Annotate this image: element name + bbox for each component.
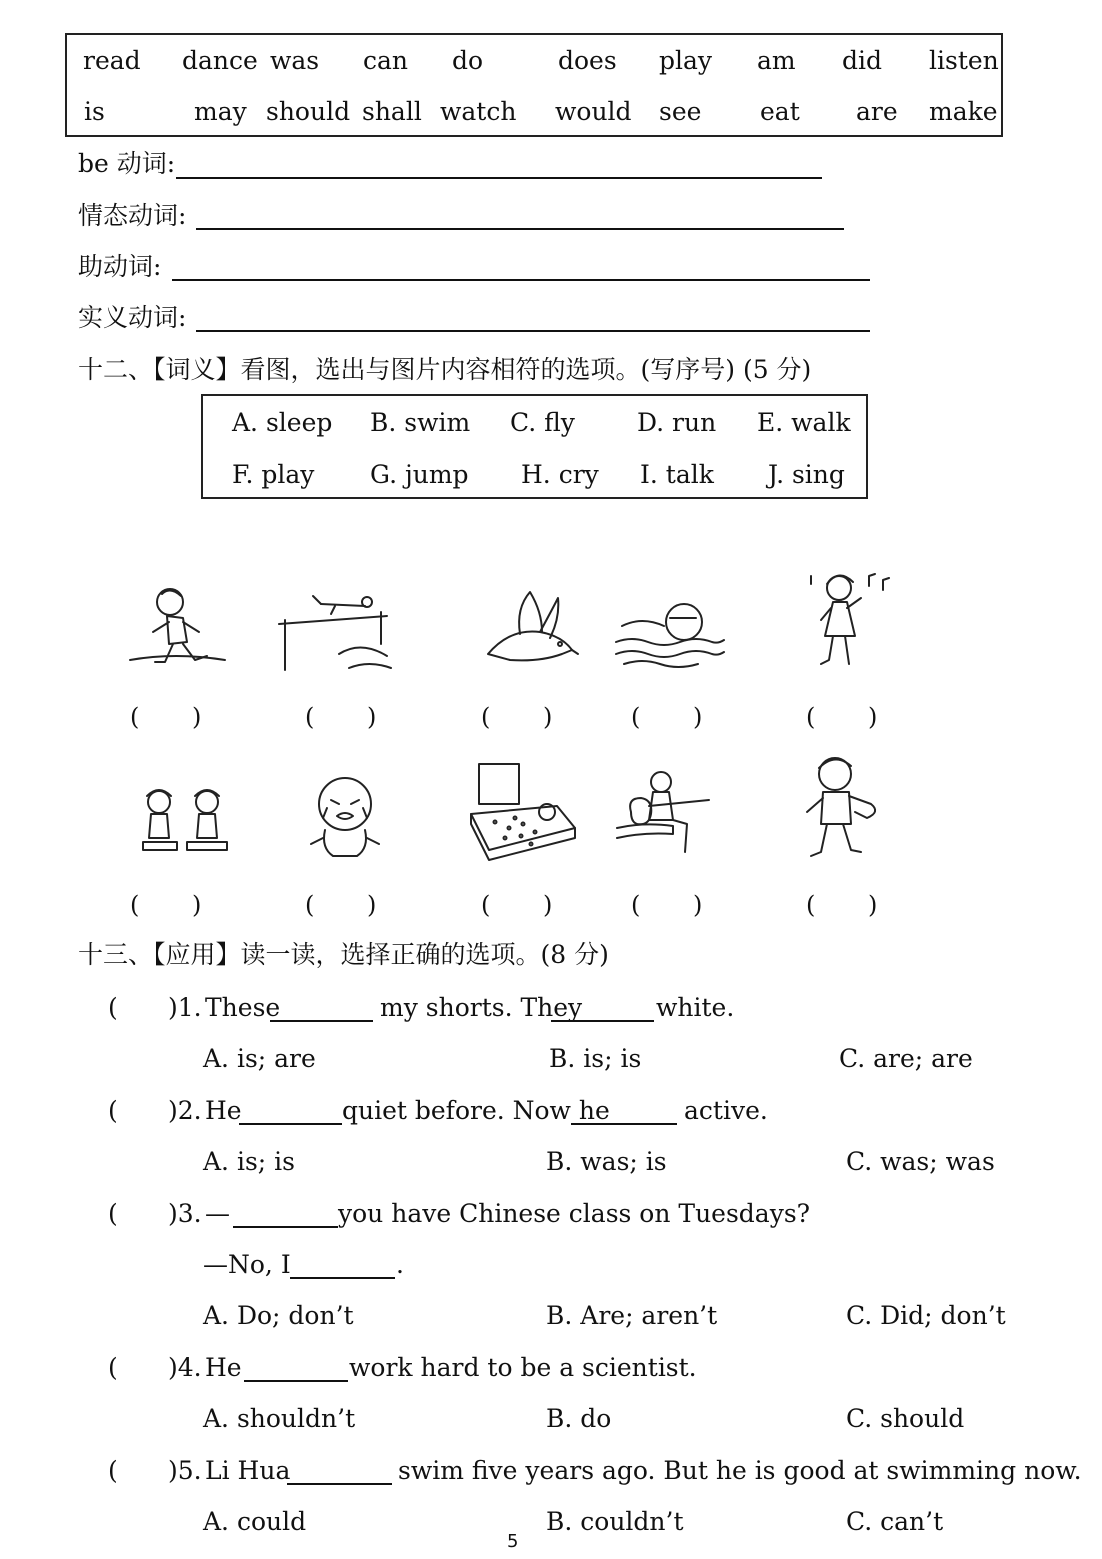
verb-word: play — [659, 46, 713, 75]
running-child-icon — [125, 582, 230, 677]
question-text: He — [205, 1096, 242, 1125]
sleeping-child-icon — [465, 762, 580, 862]
verb-word: make — [929, 97, 998, 126]
answer-paren-close: ) — [367, 891, 377, 919]
verb-word: dance — [182, 46, 258, 75]
verb-word: is — [84, 97, 105, 126]
option: D. run — [637, 408, 717, 437]
answer-option[interactable]: C. can’t — [846, 1507, 944, 1536]
answer-paren-open: ( — [130, 703, 140, 731]
option: B. swim — [370, 408, 471, 437]
verb-word: read — [83, 46, 141, 75]
option: I. talk — [640, 460, 714, 489]
answer-paren-open: ( — [806, 891, 816, 919]
question-text: Li Hua — [205, 1456, 291, 1485]
verb-word: was — [270, 46, 320, 75]
verb-word: watch — [440, 97, 517, 126]
question-text: you have Chinese class on Tuesdays? — [338, 1199, 811, 1228]
fill-blank[interactable] — [571, 1123, 677, 1125]
fill-blank[interactable] — [551, 1020, 654, 1022]
answer-option[interactable]: B. is; is — [549, 1044, 642, 1073]
verb-word: should — [266, 97, 351, 126]
question-text: — — [205, 1199, 230, 1228]
answer-paren-open: ( — [481, 891, 491, 919]
category-label: 实义动词: — [78, 303, 187, 332]
two-girls-talking-icon — [133, 780, 233, 855]
answer-paren-open: ( — [631, 703, 641, 731]
page-number: 5 — [507, 1531, 519, 1552]
high-jump-icon — [273, 588, 395, 676]
question-text: . — [396, 1250, 404, 1279]
answer-line[interactable] — [176, 177, 822, 179]
answer-paren-close: ) — [868, 891, 878, 919]
verb-word: eat — [760, 97, 800, 126]
category-label: 情态动词: — [78, 201, 187, 230]
verb-word: am — [757, 46, 796, 75]
answer-paren-close: ) — [192, 891, 202, 919]
question-number: )1. — [168, 993, 202, 1022]
guitar-player-icon — [613, 768, 713, 863]
answer-paren-close: ) — [367, 703, 377, 731]
singing-girl-icon — [803, 566, 898, 676]
answer-option[interactable]: C. was; was — [846, 1147, 995, 1176]
answer-option[interactable]: B. do — [546, 1404, 612, 1433]
answer-option[interactable]: B. couldn’t — [546, 1507, 684, 1536]
answer-paren-close: ) — [693, 891, 703, 919]
answer-paren-close: ) — [868, 703, 878, 731]
fill-blank[interactable] — [270, 1020, 373, 1022]
fill-blank[interactable] — [290, 1277, 395, 1279]
answer-paren-open: ( — [481, 703, 491, 731]
question-number: )3. — [168, 1199, 202, 1228]
question-paren: ( — [108, 1096, 118, 1125]
swimmer-icon — [612, 596, 727, 671]
answer-line[interactable] — [196, 330, 870, 332]
verb-word: would — [555, 97, 632, 126]
question-number: )5. — [168, 1456, 202, 1485]
answer-paren-open: ( — [305, 703, 315, 731]
verb-word: shall — [362, 97, 422, 126]
fill-blank[interactable] — [233, 1226, 338, 1228]
answer-paren-close: ) — [543, 703, 553, 731]
option: E. walk — [757, 408, 851, 437]
verb-word: can — [363, 46, 409, 75]
answer-paren-open: ( — [631, 891, 641, 919]
answer-paren-open: ( — [305, 891, 315, 919]
question-text: my shorts. They — [380, 993, 583, 1022]
option: F. play — [232, 460, 315, 489]
question-paren: ( — [108, 993, 118, 1022]
answer-option[interactable]: C. Did; don’t — [846, 1301, 1006, 1330]
question-paren: ( — [108, 1353, 118, 1382]
answer-paren-close: ) — [543, 891, 553, 919]
answer-option[interactable]: B. was; is — [546, 1147, 667, 1176]
question-text: These — [205, 993, 281, 1022]
question-paren: ( — [108, 1199, 118, 1228]
answer-paren-open: ( — [130, 891, 140, 919]
question-text: He — [205, 1353, 242, 1382]
answer-line[interactable] — [196, 228, 844, 230]
option: H. cry — [521, 460, 599, 489]
verb-word: see — [659, 97, 702, 126]
option: A. sleep — [232, 408, 333, 437]
question-text: quiet before. Now he — [342, 1096, 610, 1125]
category-label: 助动词: — [78, 252, 162, 281]
verb-word: do — [452, 46, 484, 75]
question-number: )2. — [168, 1096, 202, 1125]
answer-line[interactable] — [172, 279, 870, 281]
answer-option[interactable]: A. shouldn’t — [203, 1404, 356, 1433]
flying-bird-icon — [480, 588, 580, 668]
section-heading: 十三、【应用】读一读，选择正确的选项。(8 分) — [78, 940, 609, 969]
answer-option[interactable]: B. Are; aren’t — [546, 1301, 718, 1330]
answer-option[interactable]: A. is; are — [203, 1044, 316, 1073]
question-text: —No, I — [203, 1250, 291, 1279]
fill-blank[interactable] — [287, 1483, 392, 1485]
walking-boy-icon — [795, 752, 885, 862]
option: J. sing — [768, 460, 845, 489]
answer-option[interactable]: C. are; are — [839, 1044, 973, 1073]
option: G. jump — [370, 460, 469, 489]
fill-blank[interactable] — [244, 1380, 348, 1382]
answer-option[interactable]: C. should — [846, 1404, 965, 1433]
question-number: )4. — [168, 1353, 202, 1382]
question-paren: ( — [108, 1456, 118, 1485]
crying-baby-icon — [303, 772, 388, 862]
fill-blank[interactable] — [239, 1123, 342, 1125]
section-heading: 十二、【词义】看图，选出与图片内容相符的选项。(写序号) (5 分) — [78, 355, 812, 384]
verb-word: does — [558, 46, 617, 75]
option: C. fly — [510, 408, 575, 437]
verb-word: did — [842, 46, 883, 75]
answer-paren-close: ) — [693, 703, 703, 731]
verb-word: listen — [929, 46, 999, 75]
answer-option[interactable]: A. could — [203, 1507, 307, 1536]
question-text: work hard to be a scientist. — [349, 1353, 697, 1382]
question-text: swim five years ago. But he is good at swimming now. — [398, 1456, 1082, 1485]
verb-word: may — [194, 97, 247, 126]
answer-paren-open: ( — [806, 703, 816, 731]
question-text: active. — [684, 1096, 768, 1125]
verb-word: are — [856, 97, 898, 126]
category-label: be 动词: — [78, 149, 176, 178]
question-text: white. — [656, 993, 735, 1022]
answer-option[interactable]: A. Do; don’t — [203, 1301, 354, 1330]
answer-option[interactable]: A. is; is — [203, 1147, 295, 1176]
answer-paren-close: ) — [192, 703, 202, 731]
